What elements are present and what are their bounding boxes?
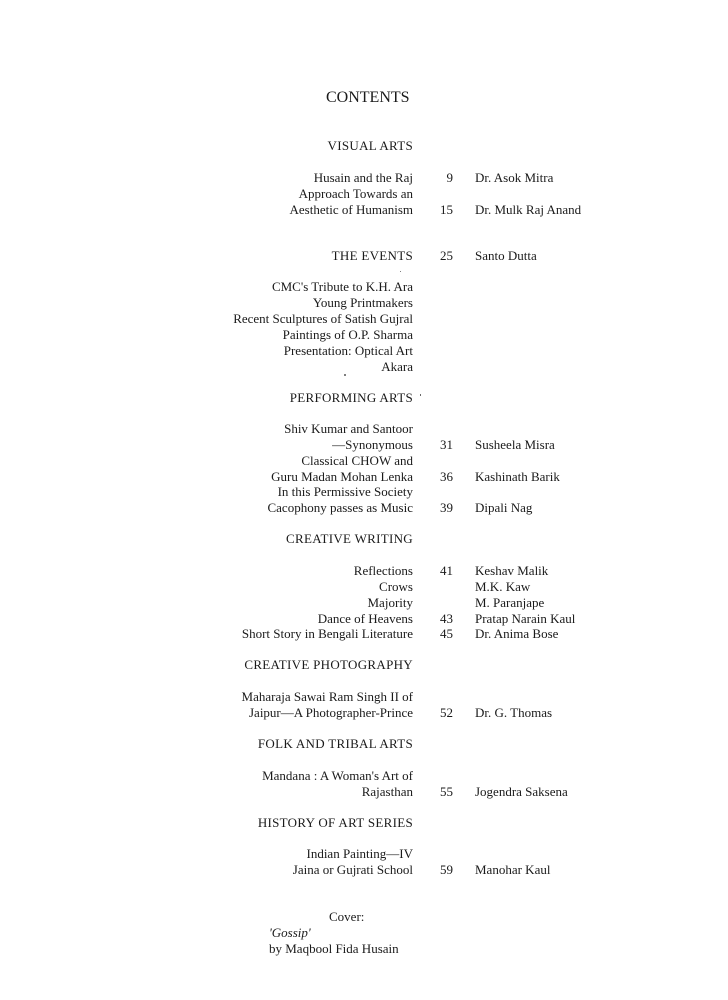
entry-page: 15 [440,202,453,217]
entry-author: Manohar Kaul [475,862,551,877]
entry-title: Guru Madan Mohan Lenka [271,469,413,484]
entry-title: Majority [367,595,413,610]
section-heading-history-of-art-series: HISTORY OF ART SERIES [257,815,413,830]
entry-page: 55 [440,784,453,799]
entry-page: 25 [440,248,453,263]
entry-title: —Synonymous [332,437,413,452]
scan-speck [420,394,421,396]
entry-page: 31 [440,437,453,452]
entry-title: Short Story in Bengali Literature [241,626,413,641]
entry-author: Pratap Narain Kaul [475,611,576,626]
entry-title: Aesthetic of Humanism [289,202,413,217]
entry-author: Santo Dutta [475,248,537,263]
entry-title: Maharaja Sawai Ram Singh II of [241,689,413,704]
section-heading-creative-writing: CREATIVE WRITING [286,531,413,546]
entry-page: 9 [446,170,453,185]
scan-speck [344,374,346,376]
entry-title: Recent Sculptures of Satish Gujral [233,311,413,326]
entry-title: Akara [381,359,413,374]
entry-title: Approach Towards an [298,186,413,201]
entry-author: Dr. Asok Mitra [475,170,554,185]
section-heading-folk-and-tribal-arts: FOLK AND TRIBAL ARTS [257,736,413,751]
entry-page: 43 [440,611,453,626]
entry-author: Dr. Anima Bose [475,626,559,641]
entry-title: CMC's Tribute to K.H. Ara [271,279,413,294]
entry-author: Keshav Malik [475,563,549,578]
entry-page: 39 [440,500,453,515]
entry-author: Kashinath Barik [475,469,560,484]
entry-title: Husain and the Raj [313,170,413,185]
section-heading-visual-arts: VISUAL ARTS [327,138,413,153]
entry-page: 52 [440,705,453,720]
entry-title: Crows [379,579,413,594]
entry-page: 41 [440,563,453,578]
entry-title: Reflections [353,563,413,578]
entry-author: Dipali Nag [475,500,533,515]
cover-label: Cover: [329,909,365,924]
entry-title: Young Printmakers [312,295,413,310]
entry-title: Mandana : A Woman's Art of [262,768,413,783]
entry-author: Dr. Mulk Raj Anand [475,202,582,217]
entry-author: M. Paranjape [475,595,545,610]
entry-title: Cacophony passes as Music [267,500,413,515]
entry-page: 59 [440,862,453,877]
entry-author: M.K. Kaw [475,579,531,594]
entry-title: Jaina or Gujrati School [292,862,413,877]
entry-title: Shiv Kumar and Santoor [284,421,413,436]
entry-title: Presentation: Optical Art [283,343,413,358]
entry-author: Susheela Misra [475,437,555,452]
entry-title: In this Permissive Society [277,484,413,499]
entry-title: Indian Painting—IV [306,846,413,861]
entry-title: Jaipur—A Photographer-Prince [248,705,413,720]
entry-title: Rajasthan [361,784,413,799]
entry-title: Classical CHOW and [301,453,413,468]
section-heading-creative-photography: CREATIVE PHOTOGRAPHY [244,657,413,672]
entry-title: Paintings of O.P. Sharma [282,327,413,342]
page-title: CONTENTS [326,89,410,106]
entry-author: Jogendra Saksena [475,784,568,799]
cover-credit: by Maqbool Fida Husain [269,941,399,956]
entry-page: 45 [440,626,453,641]
entry-author: Dr. G. Thomas [475,705,553,720]
scan-speck [400,271,401,272]
entry-title: Dance of Heavens [317,611,413,626]
cover-title: 'Gossip' [269,925,311,940]
section-heading-performing-arts: PERFORMING ARTS [289,390,413,405]
section-heading-the-events: THE EVENTS [331,248,413,263]
entry-page: 36 [440,469,453,484]
